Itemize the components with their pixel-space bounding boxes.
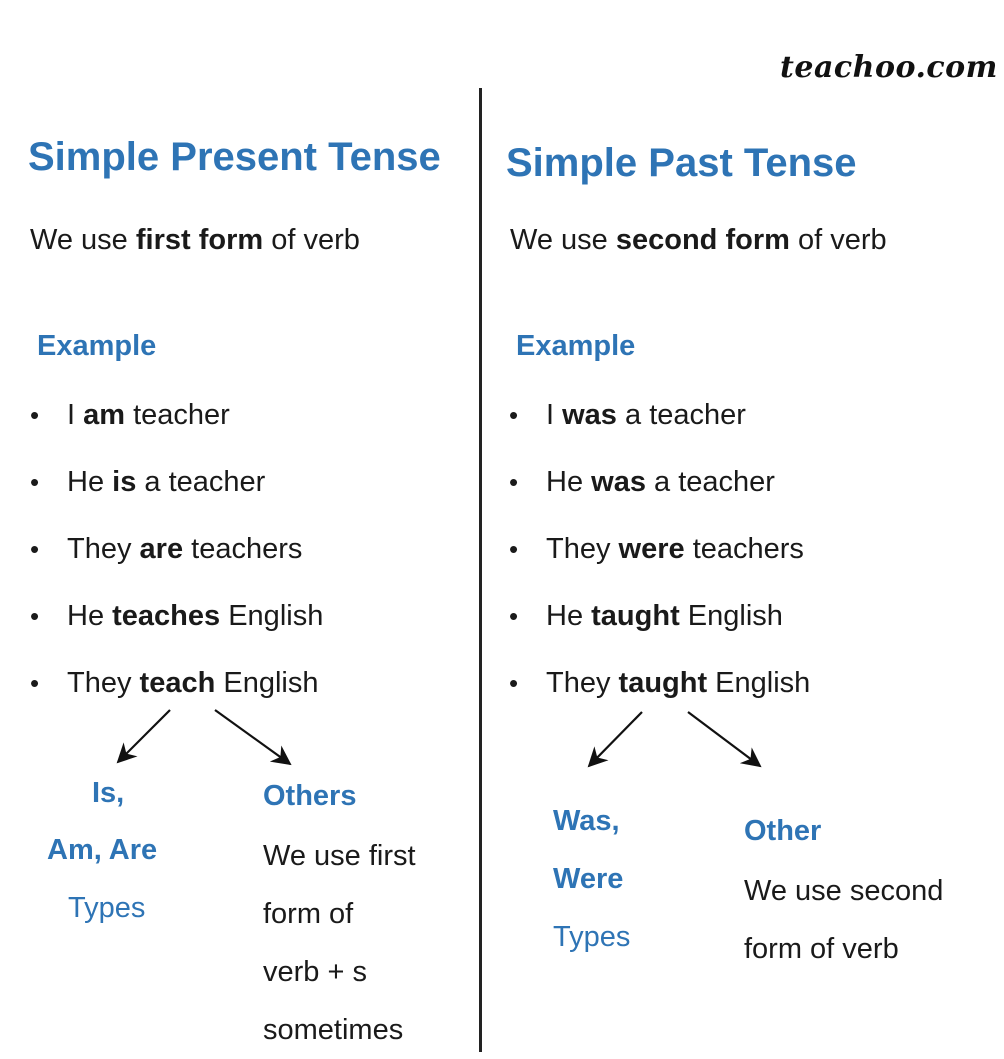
list-item: • He teaches English	[30, 599, 323, 666]
past-branch-b-heading: Other	[744, 815, 822, 847]
list-item: • They taught English	[509, 666, 810, 733]
list-item: • They were teachers	[509, 532, 810, 599]
present-branch-a-line2: Am, Are	[47, 834, 158, 866]
present-branch-b-heading: Others	[263, 780, 357, 812]
list-item: • I am teacher	[30, 398, 323, 465]
present-example-heading: Example	[37, 330, 157, 362]
present-branch-a-types: Types	[68, 892, 146, 924]
teachoo-logo: teachoo.com	[780, 50, 998, 85]
past-arrow-right	[688, 712, 760, 766]
intro-bold: first form	[135, 224, 264, 256]
list-item: • They teach English	[30, 666, 323, 733]
present-arrow-right	[215, 710, 290, 764]
present-tense-title: Simple Present Tense	[28, 135, 441, 179]
present-branch-b-line1: We use first	[263, 840, 416, 872]
intro-suffix: of verb	[789, 224, 887, 256]
list-item: • He was a teacher	[509, 465, 810, 532]
intro-prefix: We use	[510, 224, 616, 256]
intro-suffix: of verb	[263, 224, 360, 256]
past-branch-b-line2: form of verb	[744, 933, 899, 965]
present-arrow-left	[118, 710, 170, 762]
list-item: • They are teachers	[30, 532, 323, 599]
past-branch-a-line2: Were	[553, 863, 624, 895]
present-branch-a-line1: Is,	[92, 777, 125, 809]
past-tense-title: Simple Past Tense	[506, 141, 857, 185]
present-branch-b-line3: verb + s	[263, 956, 367, 988]
intro-bold: second form	[615, 224, 790, 256]
past-example-heading: Example	[516, 330, 636, 362]
past-branch-b-line1: We use second	[744, 875, 944, 907]
present-branch-b-line2: form of	[263, 898, 354, 930]
list-item: • He is a teacher	[30, 465, 323, 532]
intro-prefix: We use	[30, 224, 136, 256]
past-branch-a-line1: Was,	[553, 805, 620, 837]
list-item: • I was a teacher	[509, 398, 810, 465]
past-arrow-left	[589, 712, 642, 766]
present-branch-b-line4: sometimes	[263, 1014, 404, 1046]
list-item: • He taught English	[509, 599, 810, 666]
past-branch-a-types: Types	[553, 921, 631, 953]
